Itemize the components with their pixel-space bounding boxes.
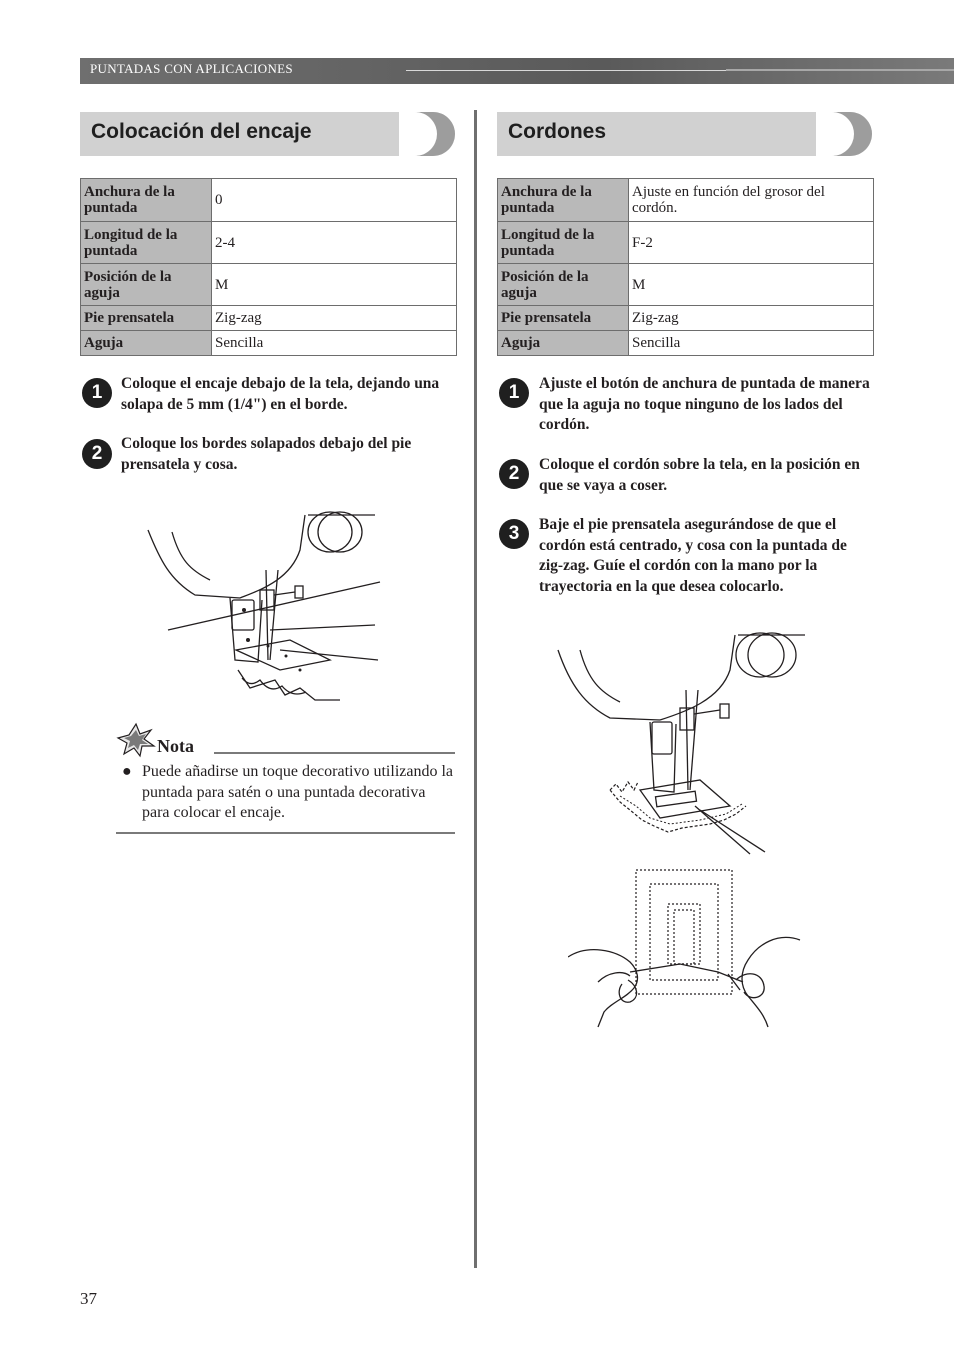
table-row	[81, 306, 457, 331]
left-section-title	[80, 112, 455, 156]
table-row	[81, 179, 457, 222]
lace-sewing-illustration	[140, 510, 390, 710]
table-key: Aguja	[81, 331, 212, 356]
note-text: Puede añadirse un toque decorativo utilizando la puntada para satén o una puntada decorativa para colocar el encaje.	[142, 763, 454, 821]
step-number-badge: 1	[499, 378, 529, 408]
table-value: 0	[212, 179, 457, 222]
table-key: Anchura de la puntada	[498, 179, 629, 222]
table-key: Longitud de la puntada	[498, 222, 629, 264]
table-value: 2-4	[212, 222, 457, 264]
note-title: Nota	[157, 736, 194, 756]
table-key: Aguja	[498, 331, 629, 356]
table-row	[81, 264, 457, 306]
left-title-text: Colocación del encaje	[91, 120, 312, 143]
table-row	[498, 306, 874, 331]
step-number-badge: 3	[499, 519, 529, 549]
table-key: Longitud de la puntada	[81, 222, 212, 264]
table-key: Pie prensatela	[498, 306, 629, 331]
note-star-icon	[116, 722, 156, 758]
table-key: Posición de la aguja	[81, 264, 212, 306]
header-rule	[406, 70, 726, 71]
left-spec-table	[80, 178, 457, 356]
step-number-badge: 2	[499, 459, 529, 489]
note-bottom-rule	[116, 832, 455, 834]
table-row	[81, 222, 457, 264]
right-step-2: Coloque el cordón sobre la tela, en la posición en que se vaya a coser.	[539, 456, 860, 494]
table-value: M	[212, 264, 457, 306]
page-number: 37	[80, 1289, 97, 1308]
cord-sewing-illustration	[550, 630, 810, 855]
table-row	[498, 179, 874, 222]
table-value: Sencilla	[212, 331, 457, 356]
table-row	[498, 222, 874, 264]
right-section-title	[497, 112, 872, 156]
table-key: Pie prensatela	[81, 306, 212, 331]
table-value: Zig-zag	[629, 306, 874, 331]
header-rule-thick	[726, 69, 954, 71]
table-value: F-2	[629, 222, 874, 264]
table-value: Zig-zag	[212, 306, 457, 331]
note-bullet: ●	[122, 763, 132, 780]
right-step-1: Ajuste el botón de anchura de puntada de manera que la aguja no toque ninguno de los lados del cordón.	[539, 375, 870, 433]
table-row	[498, 331, 874, 356]
note-title-rule	[214, 752, 455, 754]
right-title-text: Cordones	[508, 120, 607, 143]
table-value: Sencilla	[629, 331, 874, 356]
step-number-badge: 1	[82, 378, 112, 408]
left-step-1: Coloque el encaje debajo de la tela, dejando una solapa de 5 mm (1/4") en el borde.	[121, 375, 440, 413]
right-step-3: Baje el pie prensatela asegurándose de que el cordón está centrado, y cosa con la puntada de zig-zag. Guíe el cordón con la mano por la trayectoria en la que desea colocarlo.	[539, 516, 847, 595]
left-step-2: Coloque los bordes solapados debajo del pie prensatela y cosa.	[121, 435, 412, 473]
table-value: M	[629, 264, 874, 306]
header-section-label: PUNTADAS CON APLICACIONES	[90, 61, 293, 76]
cord-guiding-hands-illustration	[568, 862, 803, 1032]
right-spec-table	[497, 178, 874, 356]
table-key: Anchura de la puntada	[81, 179, 212, 222]
table-key: Posición de la aguja	[498, 264, 629, 306]
step-number-badge: 2	[82, 439, 112, 469]
table-row	[81, 331, 457, 356]
table-value: Ajuste en función del grosor del cordón.	[629, 179, 874, 222]
header-bar	[80, 58, 954, 84]
table-row	[498, 264, 874, 306]
column-divider	[474, 110, 477, 1268]
